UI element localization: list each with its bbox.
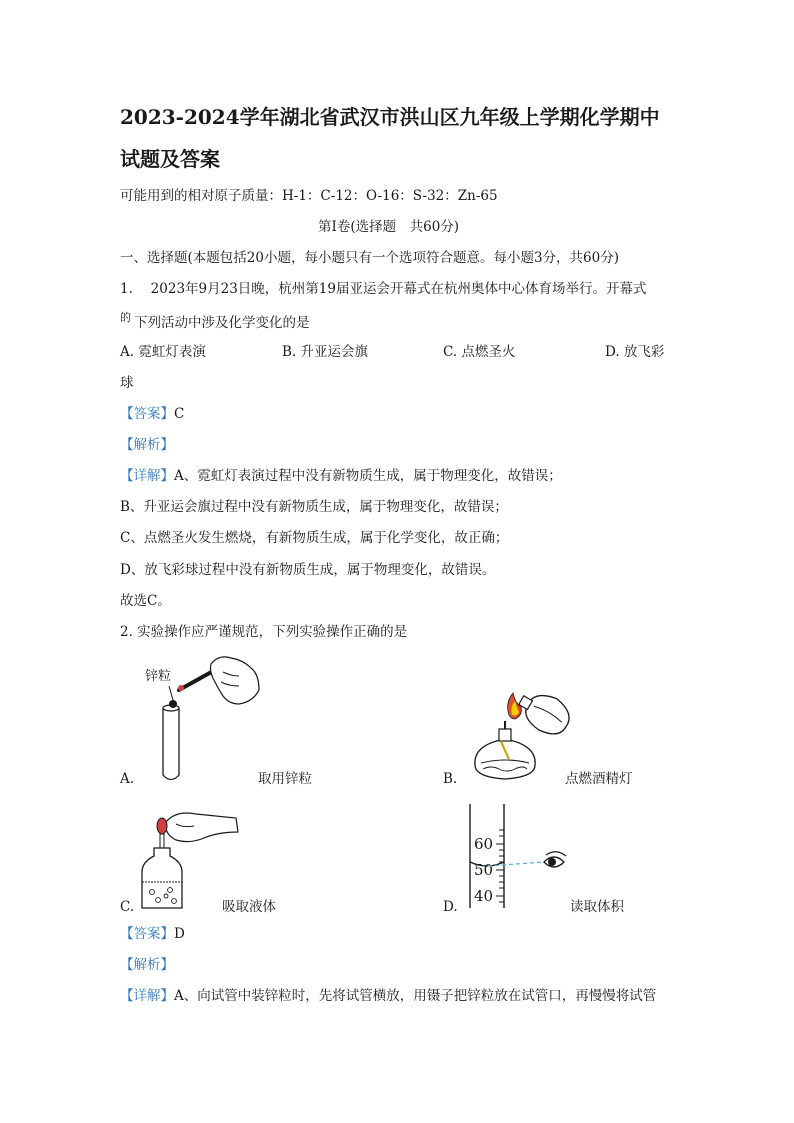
- q1-stem-line-2-prefix: 的: [120, 311, 131, 324]
- answer-tag: 【答案】: [120, 926, 174, 942]
- q1-option-b: B. 升亚运会旗: [282, 344, 369, 360]
- detail-tag: 【详解】: [120, 988, 174, 1004]
- tilted-alcohol-lamp-icon: [520, 688, 576, 741]
- q1-detail-c: C、点燃圣火发生燃烧，有新物质生成，属于化学变化，故正确；: [120, 530, 509, 546]
- answer-value: D: [174, 926, 185, 942]
- eye-icon: [544, 852, 566, 867]
- detail-tag: 【详解】: [120, 468, 174, 484]
- answer-value: C: [174, 406, 185, 422]
- q1-conclusion: 故选C。: [120, 593, 171, 609]
- q1-detail-b: B、升亚运会旗过程中没有新物质生成，属于物理变化，故错误；: [120, 499, 508, 515]
- q1-detail-d: D、放飞彩球过程中没有新物质生成，属于物理变化，故错误。: [120, 562, 496, 578]
- document-title-line-1: 2023-2024学年湖北省武汉市洪山区九年级上学期化学期中: [120, 105, 660, 129]
- q2-analysis-tag: 【解析】: [120, 957, 174, 973]
- scale-label-60: 60: [474, 835, 494, 853]
- atomic-mass-note: 可能用到的相对原子质量：H-1：C-12：O-16：S-32：Zn-65: [120, 188, 498, 204]
- q2-option-d-caption: 读取体积: [570, 899, 624, 915]
- scale-label-50: 50: [474, 861, 494, 879]
- zinc-pellet-icon: [169, 700, 177, 708]
- q2-detail-a-line: [120, 987, 656, 1005]
- q1-detail-a: A、霓虹灯表演过程中没有新物质生成，属于物理变化，故错误；: [174, 468, 562, 484]
- q1-stem-line-1: 1. 2023年9月23日晚，杭州第19届亚运会开幕式在杭州奥体中心体育场举行。开幕式: [120, 281, 647, 297]
- cylinder-scale: [496, 830, 504, 902]
- sight-line: [488, 862, 544, 866]
- alcohol-lamp-icon: [475, 739, 535, 779]
- zinc-label: 锌粒: [145, 669, 172, 684]
- volume-heading: 第Ⅰ卷(选择题 共60分): [318, 219, 460, 235]
- q2-detail-a: A、向试管中装锌粒时，先将试管横放，用镊子把锌粒放在试管口，再慢慢将试管: [174, 988, 657, 1004]
- section-heading: 一、选择题(本题包括20小题，每小题只有一个选项符合题意。每小题3分，共60分): [120, 250, 619, 266]
- q1-option-d: D. 放飞彩: [605, 344, 665, 360]
- tweezers-icon: [179, 670, 215, 690]
- q1-option-c: C. 点燃圣火: [443, 344, 516, 360]
- q2-answer: [120, 925, 185, 943]
- hand-icon: [166, 813, 238, 842]
- q2-option-c-letter: C.: [120, 899, 135, 915]
- dropper-bulb-icon: [157, 818, 167, 834]
- q1-option-d-wrap: 球: [120, 375, 134, 391]
- q1-answer: [120, 405, 184, 423]
- q1-analysis-tag: 【解析】: [120, 437, 174, 453]
- q2-option-a-caption: 取用锌粒: [258, 771, 312, 787]
- q2-option-c-caption: 吸取液体: [222, 899, 276, 915]
- scale-label-40: 40: [474, 887, 494, 905]
- q1-option-a: A. 霓虹灯表演: [120, 344, 206, 360]
- q2-option-b-caption: 点燃酒精灯: [565, 771, 633, 787]
- q2-stem: 2. 实验操作应严谨规范，下列实验操作正确的是: [120, 624, 408, 640]
- q1-stem-line-2: 下列活动中涉及化学变化的是: [134, 315, 310, 331]
- zinc-label-pointer: [169, 686, 173, 700]
- q2-option-a-letter: A.: [120, 771, 135, 787]
- q1-detail-a-line: [120, 467, 562, 485]
- figure-a-add-zinc: [135, 650, 265, 785]
- figure-d-read-volume: [462, 800, 582, 912]
- document-title-line-2: 试题及答案: [120, 147, 220, 171]
- q2-option-b-letter: B.: [443, 771, 458, 787]
- answer-tag: 【答案】: [120, 406, 174, 422]
- q2-option-d-letter: D.: [443, 899, 458, 915]
- hand-icon: [211, 657, 260, 704]
- test-tube-icon: [163, 708, 179, 780]
